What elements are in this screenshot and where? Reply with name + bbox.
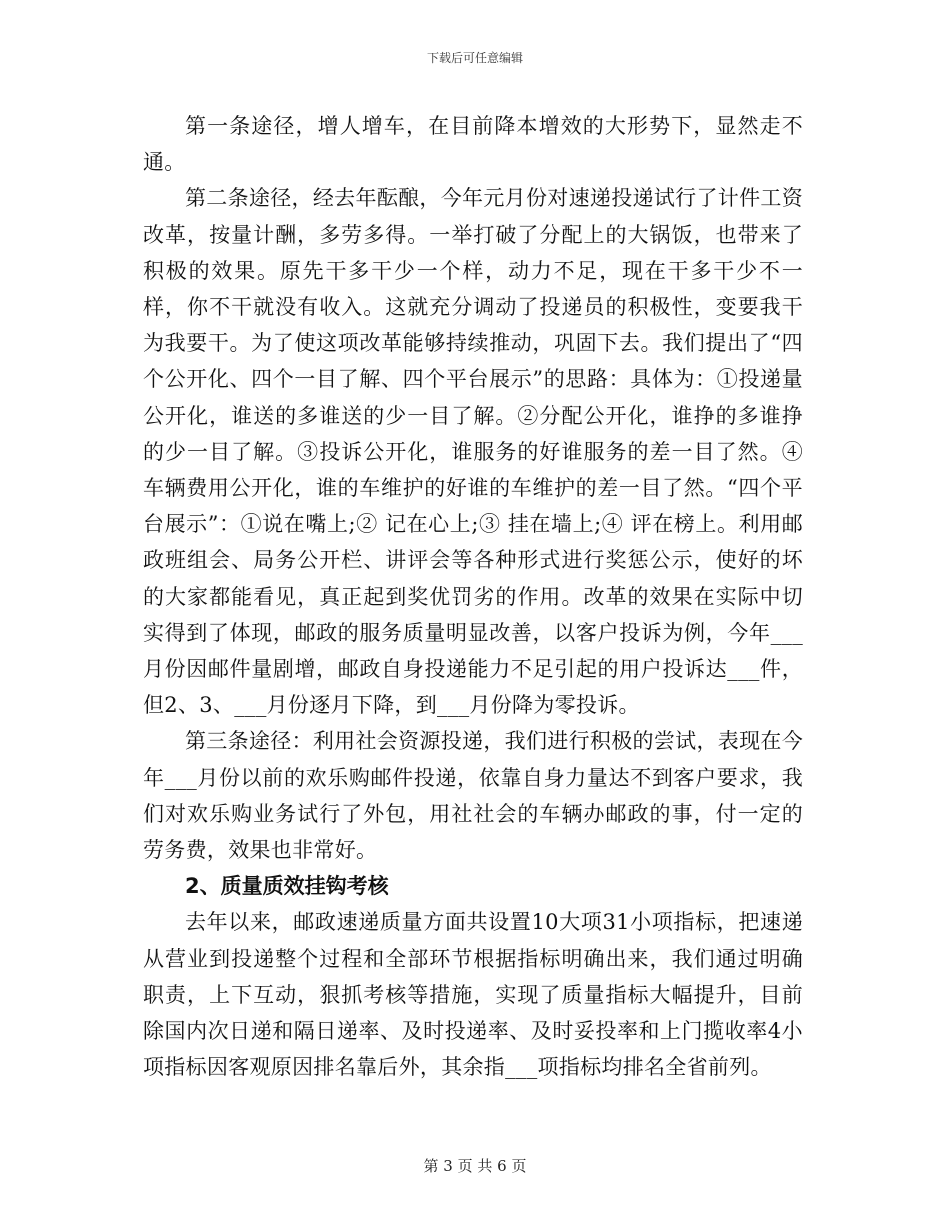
page-footer: 第 3 页 共 6 页: [423, 1157, 527, 1175]
paragraph-third-route: 第三条途径：利用社会资源投递，我们进行积极的尝试，表现在今年___月份以前的欢乐购邮件投递，依靠自身力量达不到客户要求，我们对欢乐购业务试行了外包，用社社会的车辆办邮政的事，付一定的劳务费，效果也非常好。: [143, 729, 803, 863]
document-body: [143, 108, 803, 1085]
section-heading: 2、质量质效挂钩考核: [185, 874, 389, 899]
paragraph-quality-assessment: 去年以来，邮政速递质量方面共设置10大项31小项指标，把速递从营业到投递整个过程和全部环节根据指标明确出来，我们通过明确职责，上下互动，狠抓考核等措施，实现了质量指标大幅提升，目前除国内次日递和隔日递率、及时投递率、及时妥投率和上门揽收率4小项指标因客观原因排名靠后外，其余指___项指标均排名全省前列。: [143, 910, 803, 1080]
paragraph-second-route: 第二条途径，经去年酝酿，今年元月份对速递投递试行了计件工资改革，按量计酬，多劳多得。一举打破了分配上的大锅饭，也带来了积极的效果。原先干多干少一个样，动力不足，现在干多干少不一样，你不干就没有收入。这就充分调动了投递员的积极性，变要我干为我要干。为了使这项改革能够持续推动，巩固下去。我们提出了“四个公开化、四个一目了解、四个平台展示”的思路：具体为：①投递量公开化，谁送的多谁送的少一目了解。②分配公开化，谁挣的多谁挣的少一目了解。③投诉公开化，谁服务的好谁服务的差一目了然。④车辆费用公开化，谁的车维护的好谁的车维护的差一目了然。“四个平台展示”：①说在嘴上;② 记在心上;③ 挂在墙上;④ 评在榜上。利用邮政班组会、局务公开栏、讲评会等各种形式进行奖惩公示，使好的坏的大家都能看见，真正起到奖优罚劣的作用。改革的效果在实际中切实得到了体现，邮政的服务质量明显改善，以客户投诉为例，今年___月份因邮件量剧增，邮政自身投递能力不足引起的用户投诉达___件，但2、3、___月份逐月下降，到___月份降为零投诉。: [143, 186, 803, 718]
paragraph-first-route: 第一条途径，增人增车，在目前降本增效的大形势下，显然走不通。: [143, 114, 803, 175]
page-header: 下载后可任意编辑: [426, 51, 523, 65]
